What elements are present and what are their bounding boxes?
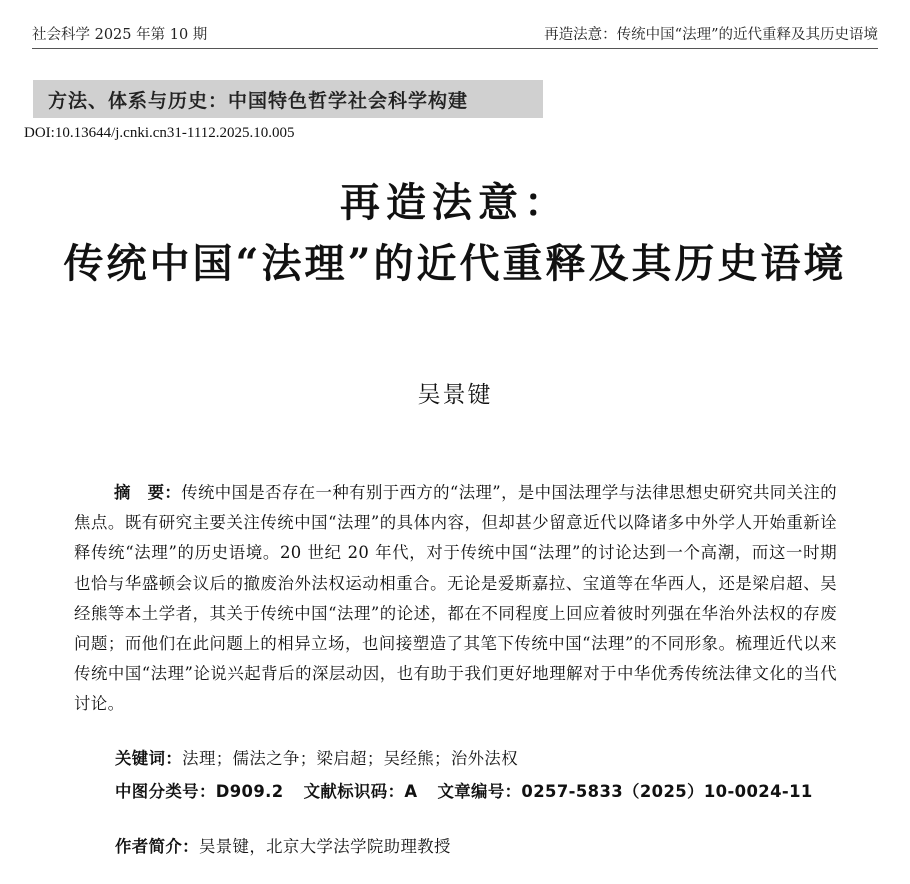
author-bio-text: 吴景键，北京大学法学院助理教授 (198, 837, 451, 856)
classification: 中图分类号：D909.2 文献标识码：A 文章编号：0257-5833（2025）10-0024-11 (115, 782, 813, 801)
doc-code-value: A (404, 782, 418, 801)
doi: DOI:10.13644/j.cnki.cn31-1112.2025.10.005 (24, 125, 295, 141)
keywords-label: 关键词 (115, 749, 166, 768)
running-title: 再造法意：传统中国“法理”的近代重释及其历史语境 (544, 27, 878, 43)
section-banner: 方法、体系与历史：中国特色哲学社会科学构建 (33, 80, 543, 118)
clc-value: D909.2 (215, 782, 284, 801)
author-bio-label: 作者简介 (115, 837, 183, 856)
author-name: 吴景键 (417, 382, 493, 408)
title-line-2: 传统中国“法理”的近代重释及其历史语境 (63, 240, 847, 287)
keywords: 关键词：法理；儒法之争；梁启超；吴经熊；治外法权 (115, 749, 518, 768)
doc-code-label: 文献标识码 (303, 782, 388, 801)
author-bio: 作者简介：吴景键，北京大学法学院助理教授 (115, 837, 451, 856)
article-number-value: 0257-5833（2025）10-0024-11 (521, 782, 813, 801)
clc-label: 中图分类号 (115, 782, 199, 801)
journal-issue: 社会科学 2025 年第 10 期 (32, 27, 208, 43)
abstract: 摘 要：传统中国是否存在一种有别于西方的“法理”，是中国法理学与法律思想史研究共同关注的焦点。既有研究主要关注传统中国“法理”的具体内容，但却甚少留意近代以降诸多中外学人开始重新诠释传统“法理”的历史语境。20 世纪 20 年代，对于传统中国“法理”的讨论达到一个高潮，而这一时期也恰与华盛顿会议后的撤废治外法权运动相重合。无论是爱斯嘉拉、宝道等在华西人，还是梁启超、吴经熊等本土学者，其关于传统中国“法理”的论述，都在不同程度上回应着彼时列强在华治外法权的存废问题；而他们在此问题上的相异立场，也间接塑造了其笔下传统中国“法理”的不同形象。梳理近代以来传统中国“法理”论说兴起背后的深层动因，也有助于我们更好地理解对于中华优秀传统法律文化的当代讨论。 (74, 483, 837, 714)
abstract-label: 摘 要 (114, 483, 165, 502)
keywords-text: 法理；儒法之争；梁启超；吴经熊；治外法权 (182, 749, 518, 768)
header-rule (32, 48, 878, 49)
title-line-1: 再造法意： (340, 179, 570, 226)
abstract-text: 传统中国是否存在一种有别于西方的“法理”，是中国法理学与法律思想史研究共同关注的焦点。既有研究主要关注传统中国“法理”的具体内容，但却甚少留意近代以降诸多中外学人开始重新诠释传统“法理”的历史语境。20 世纪 20 年代，对于传统中国“法理”的讨论达到一个高潮，而这一时期也恰与华盛顿会议后的撤废治外法权运动相重合。无论是爱斯嘉拉、宝道等在华西人，还是梁启超、吴经熊等本土学者，其关于传统中国“法理”的论述，都在不同程度上回应着彼时列强在华治外法权的存废问题；而他们在此问题上的相异立场，也间接塑造了其笔下传统中国“法理”的不同形象。梳理近代以来传统中国“法理”论说兴起背后的深层动因，也有助于我们更好地理解对于中华优秀传统法律文化的当代讨论。 (74, 483, 837, 714)
article-number-label: 文章编号 (437, 782, 505, 801)
running-header (32, 20, 878, 44)
